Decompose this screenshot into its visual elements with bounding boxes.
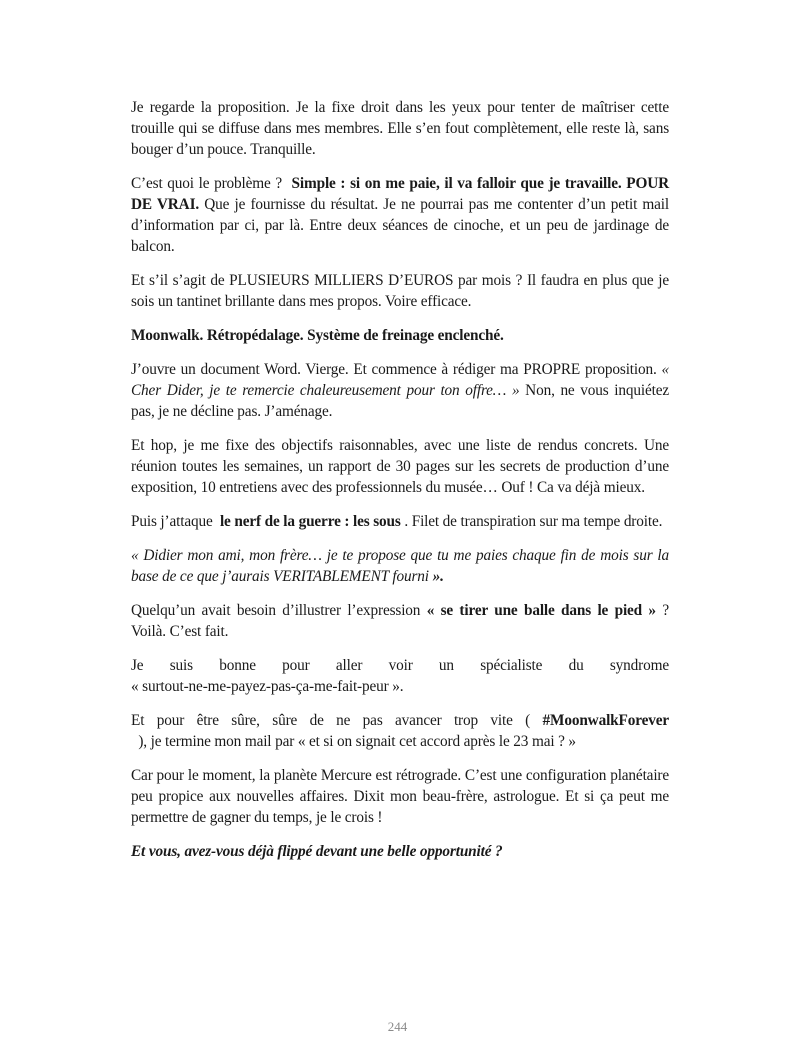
- paragraph-5: [131, 359, 669, 422]
- paragraph-10-line-2: « surtout-ne-me-payez-pas-ça-me-fait-peur ».: [131, 678, 404, 695]
- paragraph-9-rest: ? Voilà. C’est fait.: [131, 602, 669, 640]
- paragraph-10-line-1: Je suis bonne pour aller voir un spécialiste du syndrome: [131, 657, 669, 674]
- paragraph-5-intro: J’ouvre un document Word. Vierge. Et commence à rédiger ma PROPRE proposition.: [131, 361, 662, 378]
- paragraph-11: [131, 710, 669, 752]
- paragraph-2-intro: C’est quoi le problème ?: [131, 175, 292, 192]
- paragraph-12: Car pour le moment, la planète Mercure est rétrograde. C’est une configuration planétaire peu propice aux nouvelles affaires. Dixit mon beau-frère, astrologue. Et si ça peut me permettre de gagner du temps, je le crois !: [131, 767, 669, 826]
- paragraph-7-intro: Puis j’attaque: [131, 513, 220, 530]
- paragraph-11-rest: ), je termine mon mail par « et si on signait cet accord après le 23 mai ? »: [131, 733, 576, 750]
- paragraph-8-close: ».: [432, 568, 444, 585]
- paragraph-11-intro: Et pour être sûre, sûre de ne pas avancer trop vite (: [131, 712, 543, 729]
- paragraph-3: Et s’il s’agit de PLUSIEURS MILLIERS D’EUROS par mois ? Il faudra en plus que je sois un tantinet brillante dans mes propos. Voire efficace.: [131, 272, 669, 310]
- paragraph-4-heading: Moonwalk. Rétropédalage. Système de freinage enclenché.: [131, 327, 504, 344]
- paragraph-5-rest: Non, ne vous inquiétez pas, je ne décline pas. J’aménage.: [131, 382, 669, 420]
- paragraph-7-rest: . Filet de transpiration sur ma tempe droite.: [400, 513, 663, 530]
- paragraph-6: Et hop, je me fixe des objectifs raisonnables, avec une liste de rendus concrets. Une réunion toutes les semaines, un rapport de 30 pages sur les secrets de production d’une exposition, 10 entretiens avec des professionnels du musée… Ouf ! Ca va déjà mieux.: [131, 437, 669, 496]
- paragraph-9-intro: Quelqu’un avait besoin d’illustrer l’expression: [131, 602, 427, 619]
- paragraph-9: [131, 600, 669, 642]
- paragraph-8-quote: « Didier mon ami, mon frère… je te propose que tu me paies chaque fin de mois sur la base de ce que j’aurais VERITABLEMENT fourni: [131, 547, 669, 585]
- paragraph-7-bold: le nerf de la guerre : les sous: [219, 513, 401, 530]
- paragraph-7: [131, 511, 669, 532]
- paragraph-2-rest: Que je fournisse du résultat. Je ne pourrai pas me contenter d’un petit mail d’information par ci, par là. Entre deux séances de cinoche, et un peu de jardinage de balcon.: [131, 196, 670, 255]
- paragraph-8: [131, 545, 669, 587]
- page-body: [131, 97, 669, 875]
- hashtag: #MoonwalkForever: [542, 712, 669, 729]
- page-number: 244: [387, 1019, 408, 1034]
- paragraph-9-bold: « se tirer une balle dans le pied »: [426, 602, 656, 619]
- paragraph-1: Je regarde la proposition. Je la fixe droit dans les yeux pour tenter de maîtriser cette trouille qui se diffuse dans mes membres. Elle s’en fout complètement, elle reste là, sans bouger d’un pouce. Tranquille.: [131, 99, 669, 158]
- paragraph-2: [131, 173, 669, 257]
- closing-question: Et vous, avez-vous déjà flippé devant une belle opportunité ?: [131, 843, 503, 860]
- paragraph-5-quote: « Cher Dider, je te remercie chaleureusement pour ton offre… »: [131, 361, 669, 399]
- paragraph-2-bold: Simple : si on me paie, il va falloir que je travaille. POUR DE VRAI.: [131, 175, 669, 213]
